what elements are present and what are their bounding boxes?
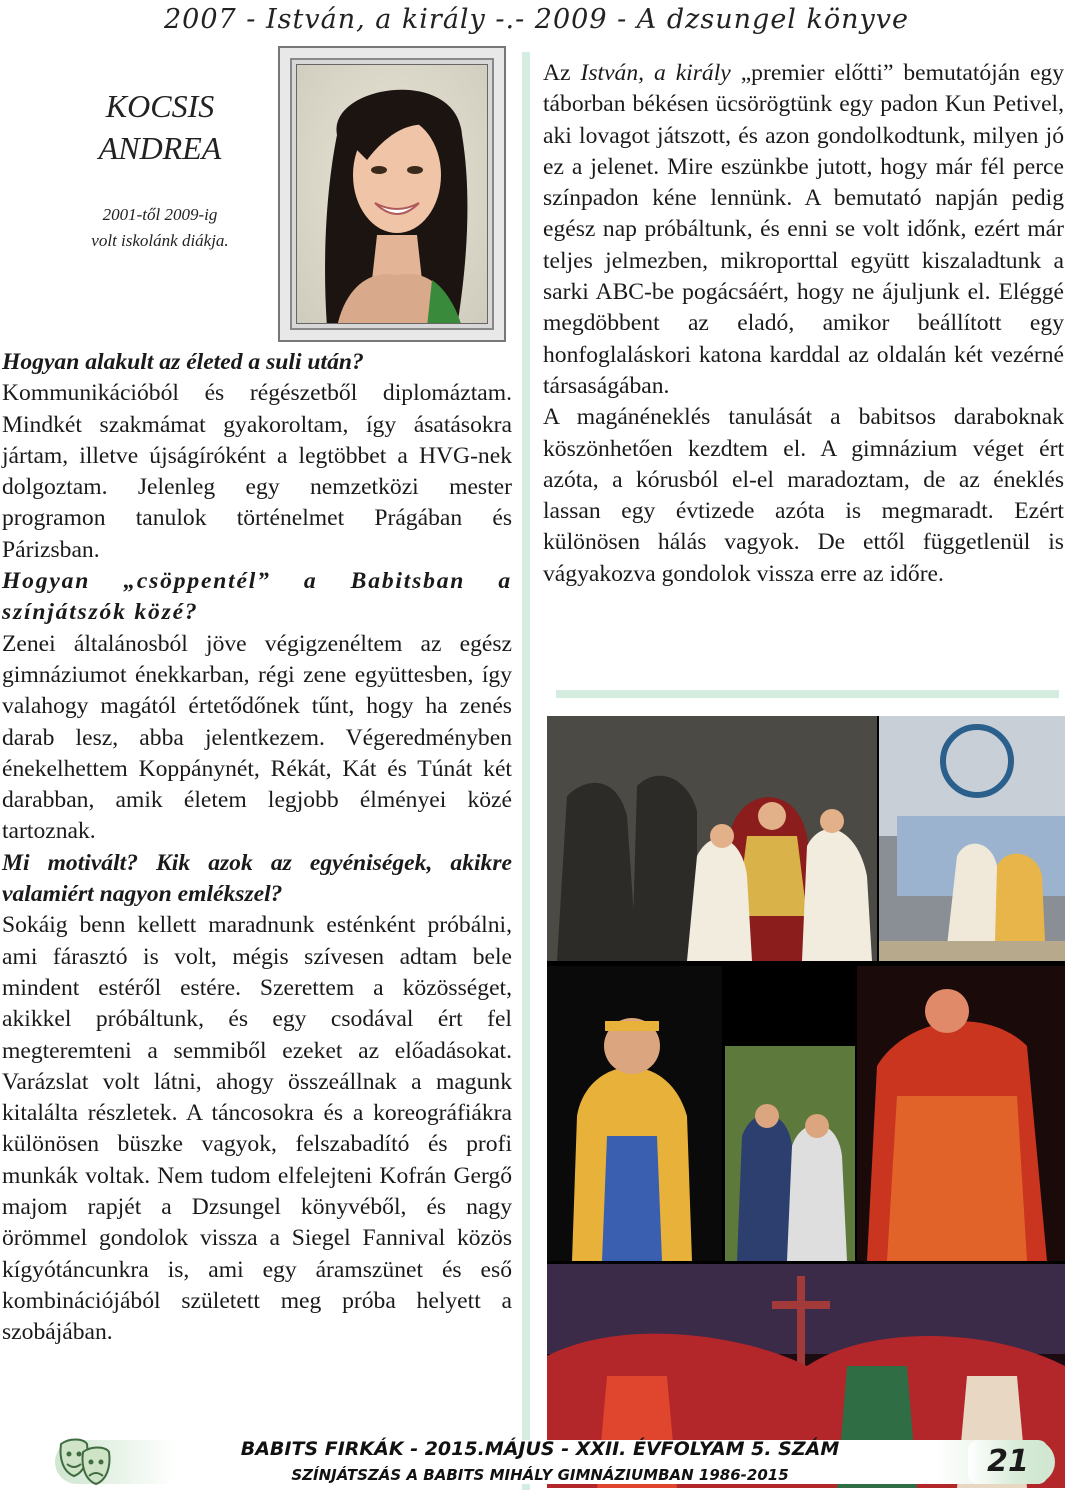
portrait-illustration (297, 65, 488, 324)
p1-rest: „premier előtti” bemutatóján egy táborban békésen ücsörögtünk egy padon Kun Petivel, aki lovagot játszott, és azon gondolkodtunk, milyen jó ez a jelenet. Mire eszünkbe jutott, hogy már fél perce színpadon kéne lennünk. A bemutató napján pedig egész nap próbáltunk, és enni se volt időnk, ezért már teljes jelmezben, mikroporttal együtt kiszaladtunk a sarki ABC-be pogácsáért, hogy ne ájuljunk el. Eléggé megdöbbent az eladó, amikor beállított egy honfoglaláskori katona karddal az oldalán két vezérné társaságában. (543, 60, 1065, 399)
play-title: István, a király (580, 60, 731, 86)
p1-prefix: Az (543, 60, 581, 86)
profile-years-line1: 2001-től 2009-ig (102, 205, 218, 224)
footer-subtitle: SZÍNJÁTSZÁS A BABITS MIHÁLY GIMNÁZIUMBAN 1986-2015 (291, 1466, 789, 1484)
question-1: Hogyan alakult az életed a suli után? (2, 349, 364, 375)
profile-name (60, 85, 260, 169)
collage-illustration (547, 716, 1065, 1488)
right-column (543, 58, 1064, 590)
profile-years (55, 202, 265, 254)
photo-collage (547, 716, 1065, 1488)
answer-3: Sokáig benn kellett maradnunk esténként próbálni, ami fárasztó is volt, mégis szívesen adtam bele mindent estéről estére. Szerettem a közösséget, akikkel próbáltunk, és egy csodával ért fel megteremteni a semmiből ezeket az előadásokat. Varázslat volt látni, ahogy összeállnak a magunk kitalálta részletek. A táncosokra és a koreográfiákra különösen büszke vagyok, felszabadító és profi munkák voltak. Nem tudom elfelejteni Kofrán Gergő majom rapjét a Dzsungel könyvéből, és nagy örömmel gondolok vissza a Siegel Fannival közös kígyótáncunkra is, ami egy áramszünet és eső kombinációjából született meg próba helyett a szobájában. (2, 912, 512, 1346)
footer-publication: BABITS FIRKÁK - 2015.MÁJUS - XXII. ÉVFOLYAM 5. SZÁM (240, 1438, 840, 1460)
column-divider (522, 52, 530, 1490)
question-3: Mi motivált? Kik azok az egyéniségek, akikre valamiért nagyon emlékszel? (2, 849, 512, 908)
profile-name-line1: KOCSIS (105, 88, 215, 124)
page-number: 21 (968, 1440, 1048, 1484)
answer-2: Zenei általánosból jöve végigzenéltem az egész gimnáziumot énekkarban, régi zene együttesben, így valahogy magától értetődőnek tűnt, hogy ha zenés darab lesz, abba jelentkezem. Végeredményben énekelhettem Koppánynét, Rékát, Kát és Túnát két darabban, amik életem legjobb élményei közé tartoznak. (2, 630, 512, 845)
question-2: Hogyan „csöppentél” a Babitsban a színjátszók közé? (2, 568, 512, 626)
page-header-title: 2007 - István, a király -.- 2009 - A dzsungel könyve (163, 4, 910, 35)
profile-years-line2: volt iskolánk diákja. (91, 231, 229, 250)
portrait-frame (278, 46, 506, 342)
profile-name-line2: ANDREA (98, 130, 222, 166)
section-divider (556, 690, 1059, 698)
portrait-photo (296, 64, 488, 324)
right-paragraph-2: A magánéneklés tanulását a babitsos daraboknak köszönhetően kezdtem el. A gimnázium véget ért azóta, a kórusból el-el maradoztam, de az éneklés lassan egy évtizede azóta is megmaradt. Ezért különösen hálás vagyok. De ettől függetlenül is vágyakozva gondolok vissza erre az időre. (543, 404, 1064, 587)
theatre-masks-icon (55, 1436, 115, 1490)
right-paragraph-1 (543, 58, 1064, 402)
left-column (2, 347, 512, 1349)
answer-1: Kommunikációból és régészetből diplomáztam. Mindkét szakmámat gyakoroltam, így ásatásokra jártam, illetve újságíróként a legtöbbet a HVG-nek dolgoztam. Jelenleg egy nemzetközi mester programon tanulok történelmet Prágában és Párizsban. (2, 380, 512, 563)
